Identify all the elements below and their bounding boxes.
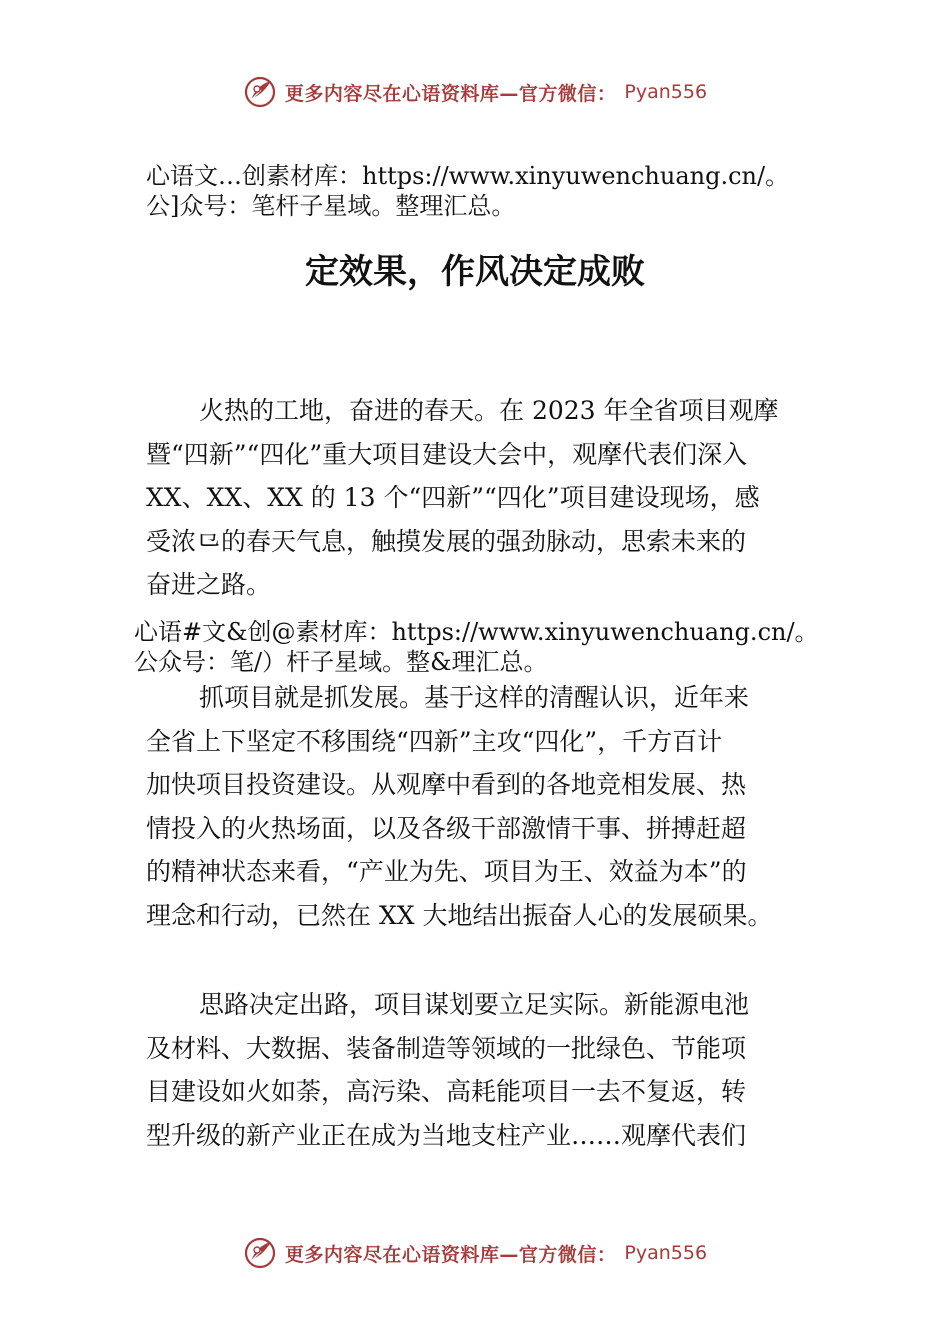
text-line: 暨“四新”“四化”重大项目建设大会中，观摩代表们深入 (146, 439, 748, 469)
feather-quill-logo-icon (243, 75, 277, 109)
watermark-line: 公]众号：笔杆子星域。整理汇总。 (146, 192, 516, 220)
text-line: 理念和行动，已然在 XX 大地结出振奋人心的发展硕果。 (146, 900, 773, 930)
paragraph (146, 389, 826, 607)
text-line: 型升级的新产业正在成为当地支柱产业……观摩代表们 (146, 1120, 747, 1150)
paragraph (146, 676, 826, 937)
text-line: 加快项目投资建设。从观摩中看到的各地竞相发展、热 (146, 770, 747, 799)
watermark-line: 心语#文&创@素材库：https://www.xinyuwenchuang.cn/。 (134, 618, 819, 646)
watermark-block (0, 161, 950, 221)
feather-quill-logo-icon (243, 1236, 277, 1270)
text-line: 的精神状态来看，“产业为先、项目为王、效益为本”的 (146, 857, 747, 886)
header-banner (0, 70, 950, 114)
wechat-id: Pyan556 (624, 81, 708, 103)
text-line: 及材料、大数据、装备制造等领域的一批绿色、节能项 (146, 1033, 747, 1063)
banner-text: 更多内容尽在心语资料库—官方微信： (284, 82, 617, 105)
text-line: 奋进之路。 (146, 570, 272, 599)
paragraph (146, 983, 826, 1157)
text-line: 思路决定出路，项目谋划要立足实际。新能源电池 (199, 990, 750, 1019)
footer-banner (0, 1231, 950, 1275)
wechat-id: Pyan556 (624, 1242, 708, 1264)
text-line: 抓项目就是抓发展。基于这样的清醒认识，近年来 (199, 683, 750, 712)
watermark-line: 心语文…创素材库：https://www.xinyuwenchuang.cn/。 (146, 162, 790, 190)
text-line: XX、XX、XX 的 13 个“四新”“四化”项目建设现场，感 (146, 483, 760, 512)
text-line: 受浓⺋的春天气息，触摸发展的强劲脉动，思索未来的 (146, 526, 747, 556)
text-line: 情投入的火热场面，以及各级干部激情干事、拼搏赶超 (146, 813, 747, 843)
banner-text: 更多内容尽在心语资料库—官方微信： (284, 1243, 617, 1266)
text-line: 火热的工地，奋进的春天。在 2023 年全省项目观摩 (199, 396, 779, 425)
watermark-block (0, 617, 950, 677)
text-line: 全省上下坚定不移围绕“四新”主攻“四化”，千方百计 (146, 726, 723, 756)
text-line: 目建设如火如荼，高污染、高耗能项目一去不复返，转 (146, 1077, 747, 1106)
page-title: 定效果，作风决定成败 (305, 252, 645, 292)
watermark-line: 公众号：笔/）杆子星域。整&理汇总。 (134, 648, 548, 676)
